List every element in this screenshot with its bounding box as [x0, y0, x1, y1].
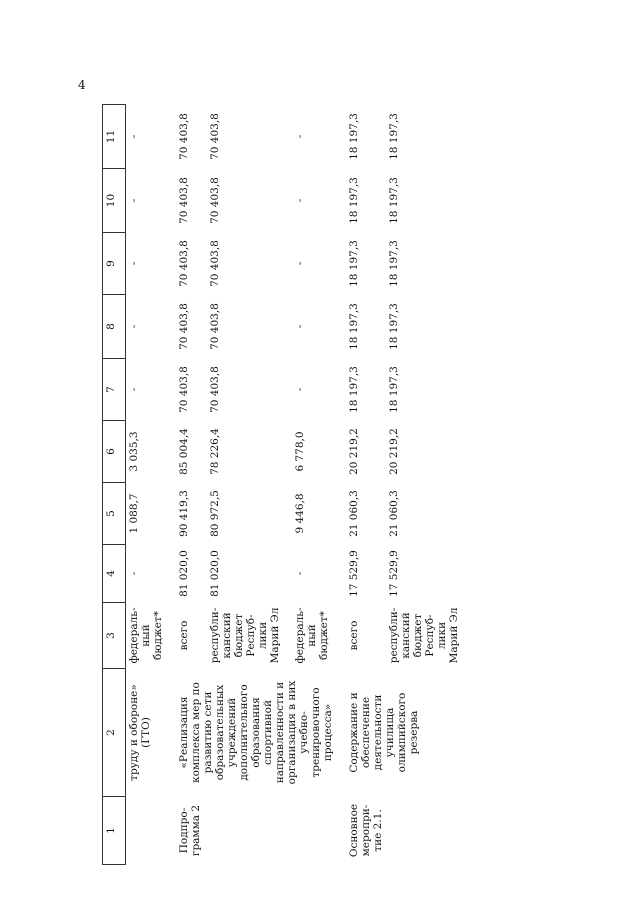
value-cell: -: [128, 134, 140, 139]
funding-source-cell: федераль-ный бюджет*: [293, 607, 330, 664]
value-cell: 70 403,8: [178, 113, 190, 160]
column-number: 8: [103, 295, 126, 359]
value-cell: 70 403,8: [178, 240, 190, 287]
column-number: 2: [103, 669, 126, 797]
row-gap: [336, 105, 346, 865]
value-cell: 3 035,3: [128, 431, 140, 472]
value-cell: 18 197,3: [388, 113, 400, 160]
program-name-cell: [386, 797, 462, 865]
column-number: 10: [103, 169, 126, 233]
rotated-table-frame: [102, 65, 522, 865]
column-number: 3: [103, 603, 126, 669]
program-title-cell: труду и обороне» (ГТО): [128, 684, 152, 781]
funding-source-cell: республи-канский бюджет Респуб-лики Марий Эл: [209, 607, 282, 664]
value-cell: 21 060,3: [348, 490, 360, 537]
column-number: 1: [103, 797, 126, 865]
value-cell: 17 529,9: [388, 550, 400, 597]
column-number: 7: [103, 359, 126, 421]
value-cell: 18 197,3: [348, 177, 360, 224]
column-number-row: [103, 105, 126, 865]
value-cell: 70 403,8: [209, 177, 222, 224]
value-cell: 80 972,5: [209, 490, 222, 537]
table-row: [346, 105, 386, 865]
value-cell: -: [293, 261, 306, 266]
value-cell: 20 219,2: [388, 428, 400, 475]
program-name-cell: Подпро-грамма 2: [178, 804, 202, 857]
column-number: 5: [103, 483, 126, 545]
value-cell: 90 419,3: [178, 490, 190, 537]
column-number: 11: [103, 105, 126, 169]
funding-source-cell: республи-канский бюджет Респуб-лики Марий Эл: [388, 607, 460, 664]
value-cell: 18 197,3: [348, 113, 360, 160]
value-cell: 70 403,8: [178, 303, 190, 350]
value-cell: 18 197,3: [348, 303, 360, 350]
program-name-cell: [126, 797, 167, 865]
program-title-cell: Содержание и обеспечение деятельности училища олимпийского резерва: [348, 692, 420, 773]
value-cell: 70 403,8: [209, 240, 222, 287]
value-cell: 18 197,3: [388, 240, 400, 287]
table-row: [176, 105, 207, 865]
value-cell: -: [293, 134, 306, 139]
value-cell: 6 778,0: [293, 431, 306, 472]
value-cell: -: [128, 387, 140, 392]
value-cell: 70 403,8: [209, 366, 222, 413]
value-cell: 70 403,8: [178, 366, 190, 413]
value-cell: 85 004,4: [178, 428, 190, 475]
value-cell: -: [128, 198, 140, 203]
value-cell: 81 020,0: [209, 550, 222, 597]
column-number: 4: [103, 545, 126, 603]
value-cell: 18 197,3: [388, 177, 400, 224]
value-cell: 18 197,3: [348, 366, 360, 413]
budget-table: [102, 104, 462, 865]
value-cell: 78 226,4: [209, 428, 222, 475]
value-cell: 17 529,9: [348, 550, 360, 597]
value-cell: 20 219,2: [348, 428, 360, 475]
funding-source-cell: всего: [178, 620, 190, 651]
value-cell: 18 197,3: [388, 366, 400, 413]
program-name-cell: Основное меропри-тие 2.1.: [348, 803, 384, 858]
value-cell: -: [293, 324, 306, 329]
program-title-cell: «Реализация комплекса мер по развитию сети образовательных учреждений дополнительного образования спортивной направленности и организация в них учебно-тренировочного процесса»: [178, 680, 334, 785]
value-cell: 18 197,3: [348, 240, 360, 287]
table-row: [126, 105, 167, 865]
value-cell: 70 403,8: [209, 113, 222, 160]
value-cell: -: [128, 571, 140, 576]
value-cell: -: [293, 571, 306, 576]
value-cell: 70 403,8: [178, 177, 190, 224]
value-cell: 9 446,8: [293, 493, 306, 534]
funding-source-cell: федераль-ный бюджет*: [128, 607, 164, 664]
funding-source-cell: всего: [348, 620, 360, 651]
value-cell: -: [293, 387, 306, 392]
value-cell: 21 060,3: [388, 490, 400, 537]
value-cell: -: [293, 198, 306, 203]
page-number: 4: [78, 78, 86, 92]
column-number: 9: [103, 233, 126, 295]
value-cell: 1 088,7: [128, 493, 140, 534]
value-cell: -: [128, 261, 140, 266]
row-gap: [166, 105, 176, 865]
program-name-cell: [292, 797, 336, 865]
value-cell: -: [128, 324, 140, 329]
value-cell: 70 403,8: [209, 303, 222, 350]
value-cell: 18 197,3: [388, 303, 400, 350]
value-cell: 81 020,0: [178, 550, 190, 597]
program-name-cell: [207, 797, 291, 865]
column-number: 6: [103, 421, 126, 483]
